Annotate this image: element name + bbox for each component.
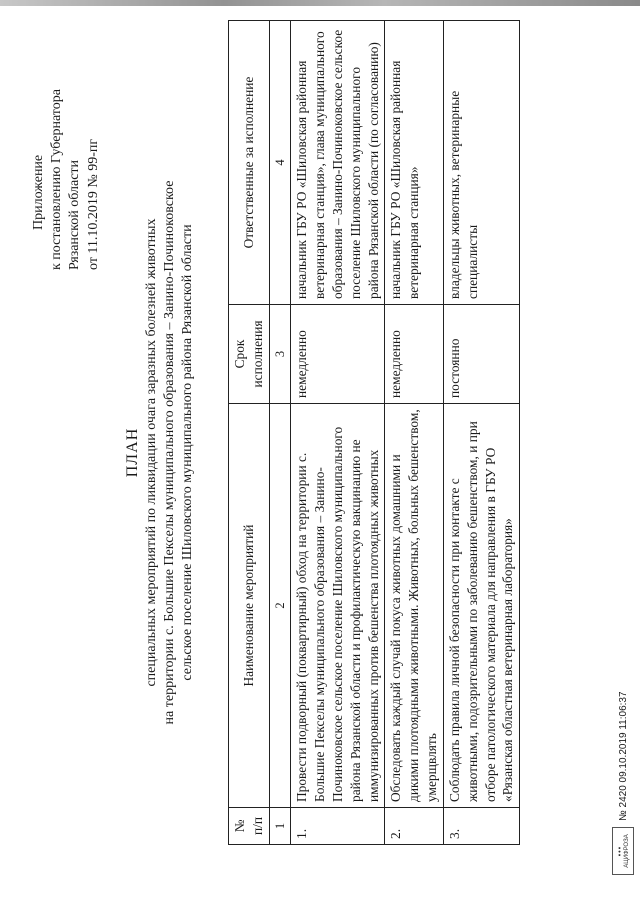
row-num: 3. bbox=[443, 808, 519, 845]
row-name: Провести подворный (поквартирный) обход на территории с. Большие Пекселы муниципального образования – Занино-Починоковское сельское поселение Шиловского муниципального района Рязанской области и профилактическую вакцинацию не иммунизированных против бешенства плотоядных животных bbox=[291, 404, 385, 808]
row-responsible: владельцы животных, ветеринарные специалисты bbox=[443, 21, 519, 305]
registry-logo-text: АЦИФРОЗА bbox=[623, 834, 630, 868]
plan-header bbox=[123, 30, 197, 875]
appendix-line-2: Рязанской области bbox=[67, 159, 83, 270]
col-number: 2 bbox=[269, 404, 291, 808]
col-number: 1 bbox=[269, 808, 291, 845]
appendix-title: Приложение bbox=[31, 154, 46, 230]
row-name: Соблюдать правила личной безопасности при контакте с животными, подозрительными по заболеванию бешенством, и при отборе патологического материала для направления в ГБУ РО «Рязанская областная ветеринарная лаборатория» bbox=[443, 404, 519, 808]
table-row bbox=[443, 21, 519, 845]
registry-logo-icon: ••• АЦИФРОЗА bbox=[612, 827, 634, 875]
row-term: немедленно bbox=[291, 305, 385, 404]
appendix-block bbox=[30, 40, 103, 270]
row-responsible: начальник ГБУ РО «Шиловская районная ветеринарная станция», глава муниципального образования – Занино-Починоковское сельское поселение Шиловского муниципального района Рязанской области (по согласованию) bbox=[291, 21, 385, 305]
column-number-row bbox=[269, 21, 291, 845]
header-name: Наименование мероприятий bbox=[229, 404, 270, 808]
appendix-line-3: от 11.10.2019 № 99-пг bbox=[85, 138, 101, 270]
plan-subtitle-1: специальных мероприятий по ликвидации очага заразных болезней животных bbox=[144, 218, 160, 687]
row-name: Обследовать каждый случай покуса животных домашними и дикими плотоядными животными. Животных, больных бешенством, умерщвлять bbox=[385, 404, 443, 808]
appendix-line-1: к постановлению Губернатора bbox=[49, 89, 65, 270]
plan-title: ПЛАН bbox=[124, 427, 141, 478]
row-responsible: начальник ГБУ РО «Шиловская районная ветеринарная станция» bbox=[385, 21, 443, 305]
header-term: Срок исполнения bbox=[229, 305, 270, 404]
row-term: постоянно bbox=[443, 305, 519, 404]
col-number: 4 bbox=[269, 21, 291, 305]
table-header-row bbox=[229, 21, 270, 845]
table-row bbox=[291, 21, 385, 845]
registration-number: № 2420 09.10.2019 11:06:37 bbox=[617, 691, 629, 821]
col-number: 3 bbox=[269, 305, 291, 404]
row-term: немедленно bbox=[385, 305, 443, 404]
plan-subtitle-2: на территории с. Большие Пекселы муниципального образования – Занино-Починоковское bbox=[162, 180, 178, 725]
header-responsible: Ответственные за исполнение bbox=[229, 21, 270, 305]
plan-table bbox=[228, 20, 520, 845]
plan-subtitle-3: сельское поселение Шиловского муниципального района Рязанской области bbox=[180, 224, 196, 681]
table-row bbox=[385, 21, 443, 845]
row-num: 2. bbox=[385, 808, 443, 845]
registration-stamp bbox=[612, 691, 634, 875]
row-num: 1. bbox=[291, 808, 385, 845]
header-num: № п/п bbox=[229, 808, 270, 845]
